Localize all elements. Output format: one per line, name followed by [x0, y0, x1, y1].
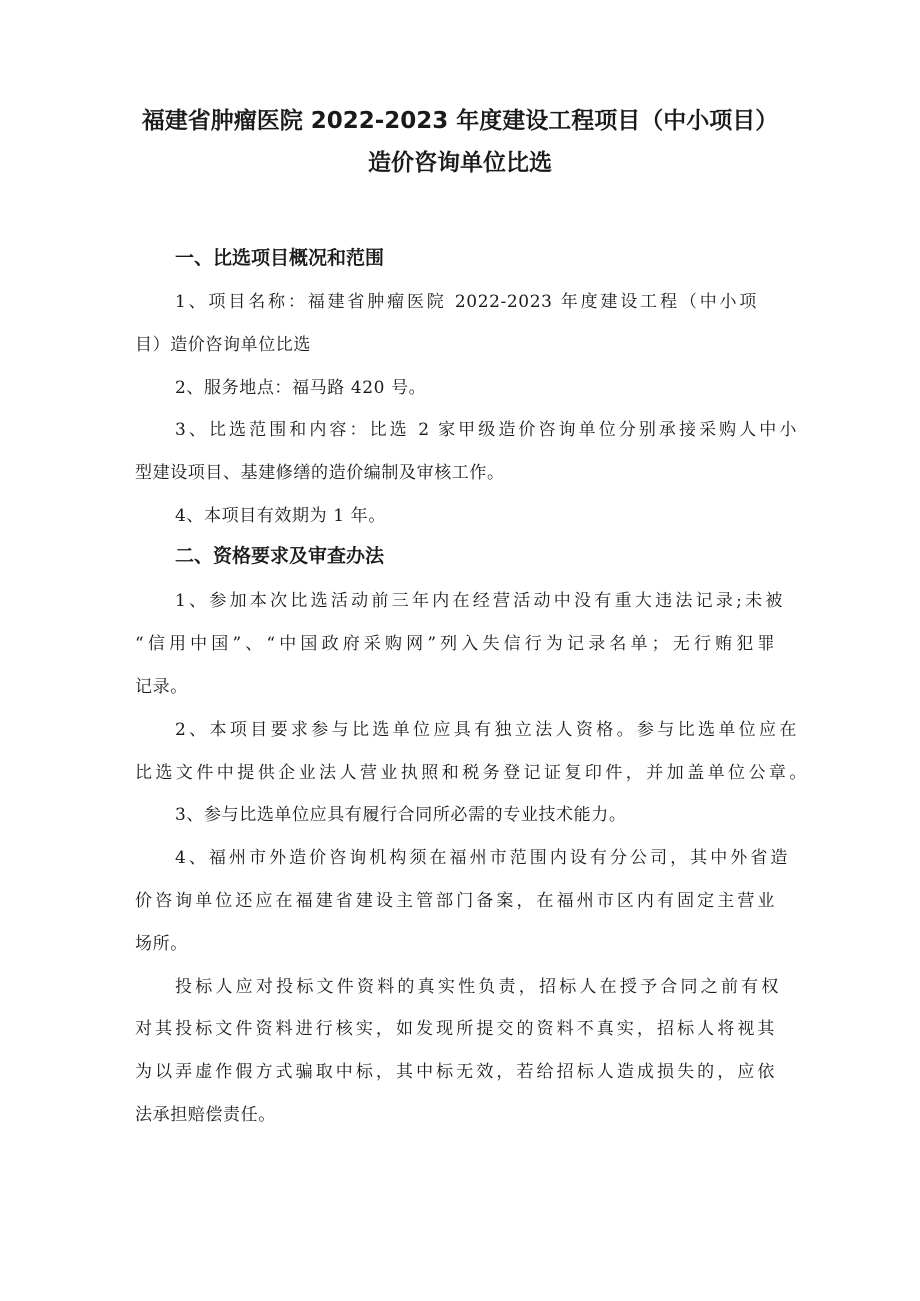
section2-item1-line2: “信用中国”、“中国政府采购网”列入失信行为记录名单；无行贿犯罪 [135, 634, 775, 654]
section2-item4-line2: 价咨询单位还应在福建省建设主管部门备案，在福州市区内有固定主营业 [135, 891, 775, 911]
section2-heading: 二、资格要求及审查办法 [175, 545, 385, 567]
closing-line1: 投标人应对投标文件资料的真实性负责，招标人在授予合同之前有权 [175, 977, 779, 997]
section2-item4-line1: 4、福州市外造价咨询机构须在福州市范围内设有分公司，其中外省造 [175, 848, 788, 868]
closing-line3: 为以弄虚作假方式骗取中标，其中标无效，若给招标人造成损失的，应依 [135, 1062, 775, 1082]
section1-item4: 4、本项目有效期为 1 年。 [175, 506, 386, 526]
section2-item1-line3: 记录。 [135, 677, 188, 697]
document-title-line1: 福建省肿瘤医院 2022-2023 年度建设工程项目（中小项目） [141, 108, 779, 134]
section1-item3-line2: 型建设项目、基建修缮的造价编制及审核工作。 [135, 463, 505, 483]
section2-item4-line3: 场所。 [135, 934, 188, 954]
section2-item2-line2: 比选文件中提供企业法人营业执照和税务登记证复印件，并加盖单位公章。 [135, 763, 807, 783]
document-title-line2: 造价咨询单位比选 [368, 150, 552, 176]
section1-heading: 一、比选项目概况和范围 [175, 247, 385, 269]
section1-item3-line1: 3、比选范围和内容：比选 2 家甲级造价咨询单位分别承接采购人中小 [175, 420, 797, 440]
section2-item2-line1: 2、本项目要求参与比选单位应具有独立法人资格。参与比选单位应在 [175, 720, 797, 740]
closing-line2: 对其投标文件资料进行核实，如发现所提交的资料不真实，招标人将视其 [135, 1019, 775, 1039]
section1-item1-line2: 目）造价咨询单位比选 [135, 335, 311, 355]
section2-item3: 3、参与比选单位应具有履行合同所必需的专业技术能力。 [175, 805, 627, 825]
section2-item1-line1: 1、参加本次比选活动前三年内在经营活动中没有重大违法记录;未被 [175, 591, 783, 611]
section1-item2: 2、服务地点：福马路 420 号。 [175, 378, 427, 398]
section1-item1-line1: 1、项目名称：福建省肿瘤医院 2022-2023 年度建设工程（中小项 [175, 292, 757, 312]
closing-line4: 法承担赔偿责任。 [135, 1105, 276, 1125]
